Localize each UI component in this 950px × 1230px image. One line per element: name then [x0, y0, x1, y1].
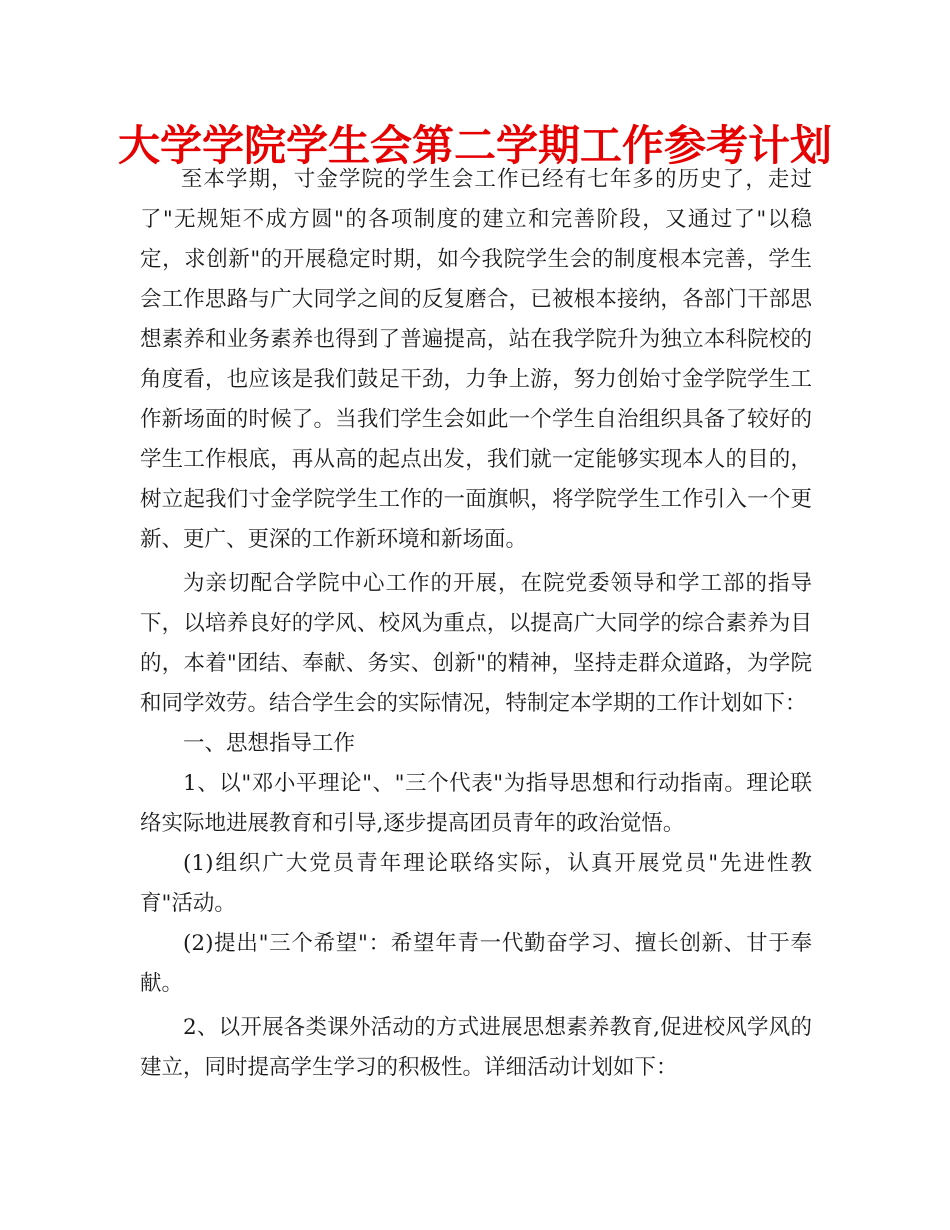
paragraph-intro: 至本学期，寸金学院的学生会工作已经有七年多的历史了，走过了"无规矩不成方圆"的各项制度的建立和完善阶段，又通过了"以稳定，求创新"的开展稳定时期，如今我院学生会的制度根本完善，学生会工作思路与广大同学之间的反复磨合，已被根本接纳，各部门干部思想素养和业务素养也得到了普遍提高，站在我学院升为独立本科院校的角度看，也应该是我们鼓足干劲，力争上游，努力创始寸金学院学生工作新场面的时候了。当我们学生会如此一个学生自治组织具备了较好的学生工作根底，再从高的起点出发，我们就一定能够实现本人的目的，树立起我们寸金学院学生工作的一面旗帜，将学院学生工作引入一个更新、更广、更深的工作新环境和新场面。 [140, 167, 812, 552]
paragraph-subitem-2: (2)提出"三个希望"：希望年青一代勤奋学习、擅长创新、甘于奉献。 [140, 931, 812, 996]
document-body [140, 160, 812, 1088]
paragraph-purpose: 为亲切配合学院中心工作的开展，在院党委领导和学工部的指导下，以培养良好的学风、校风为重点，以提高广大同学的综合素养为目的，本着"团结、奉献、务实、创新"的精神，坚持走群众道路，为学院和同学效劳。结合学生会的实际情况，特制定本学期的工作计划如下： [140, 571, 812, 716]
paragraph-item-2: 2、以开展各类课外活动的方式进展思想素养教育,促进校风学风的建立，同时提高学生学习的积极性。详细活动计划如下： [140, 1015, 812, 1080]
paragraph-item-1: 1、以"邓小平理论"、"三个代表"为指导思想和行动指南。理论联络实际地进展教育和引导,逐步提高团员青年的政治觉悟。 [140, 771, 812, 836]
section-heading-ideology: 一、思想指导工作 [183, 731, 356, 756]
document-title: 大学学院学生会第二学期工作参考计划 [117, 121, 832, 170]
paragraph-subitem-1: (1)组织广大党员青年理论联络实际，认真开展党员"先进性教育"活动。 [140, 851, 812, 916]
